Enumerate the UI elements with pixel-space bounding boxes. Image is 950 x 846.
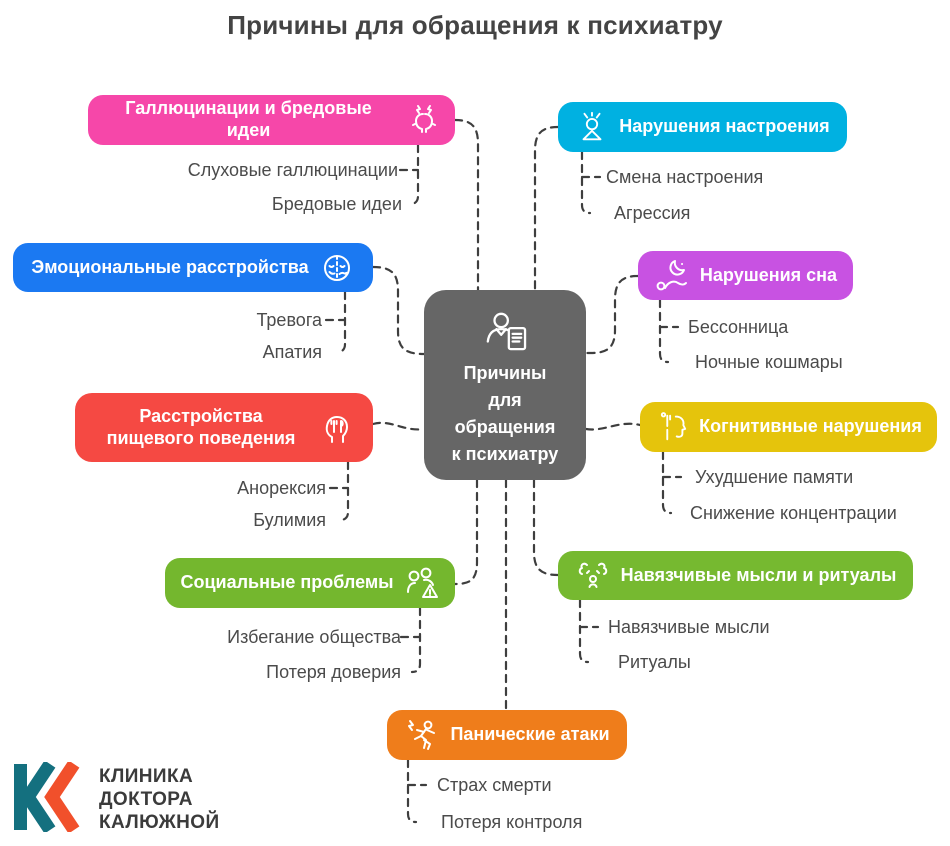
eating-head-icon	[319, 410, 355, 446]
child-connector	[410, 145, 418, 204]
center-label-line: к психиатру	[451, 444, 559, 464]
connector-social	[455, 480, 477, 584]
child-label: Ритуалы	[618, 652, 691, 672]
obsessive-thoughts-icon	[575, 558, 611, 594]
connector-mood	[535, 127, 558, 290]
connector-sleep	[586, 276, 638, 353]
connector-obsessive	[534, 480, 558, 575]
branch-label: Галлюцинации и бредовые идеи	[125, 98, 372, 140]
page-title: Причины для обращения к психиатру	[227, 10, 723, 40]
branch-label: Нарушения настроения	[619, 116, 830, 137]
branch-cognitive	[640, 402, 937, 452]
child-label: Тревога	[256, 310, 322, 330]
branch-eating	[75, 393, 373, 462]
child-connector	[580, 600, 588, 662]
child-label: Бессонница	[688, 317, 789, 337]
child-label: Апатия	[262, 342, 322, 362]
child-label: Агрессия	[614, 203, 691, 223]
child-label: Смена настроения	[606, 167, 764, 187]
cognitive-head-icon	[655, 410, 689, 444]
branch-mood	[558, 102, 847, 152]
child-connector	[340, 462, 348, 520]
logo-text-line: ДОКТОРА	[99, 789, 193, 810]
center-node	[424, 290, 586, 480]
split-face-icon	[319, 250, 355, 286]
branch-label: Расстройства пищевого поведения	[106, 405, 296, 448]
branch-social	[165, 558, 455, 608]
connector-cognitive	[586, 424, 640, 430]
branch-panic	[387, 710, 627, 760]
child-connector	[412, 608, 420, 672]
logo-text-line: КАЛЮЖНОЙ	[99, 812, 220, 833]
child-label: Анорексия	[237, 478, 326, 498]
center-label-line: для	[488, 390, 522, 410]
child-connector	[582, 152, 590, 213]
child-connector	[337, 292, 345, 352]
child-label: Булимия	[253, 510, 326, 530]
hallucination-icon	[406, 102, 442, 138]
branch-obsessive	[558, 551, 913, 600]
child-connector	[660, 300, 668, 362]
child-label: Навязчивые мысли	[608, 617, 770, 637]
logo-k2-chevron	[52, 764, 74, 830]
clinic-logo	[14, 762, 220, 837]
clinic-logo-text	[99, 765, 220, 834]
branch-label: Навязчивые мысли и ритуалы	[620, 564, 897, 585]
panic-run-icon	[404, 717, 440, 753]
people-warning-icon	[404, 565, 440, 601]
child-label: Слуховые галлюцинации	[187, 160, 398, 180]
center-label-line: обращения	[454, 417, 556, 437]
psychiatrist-document-icon	[478, 310, 532, 360]
moon-sleep-icon	[654, 258, 690, 294]
branch-label: Социальные проблемы	[180, 572, 394, 593]
child-label: Потеря доверия	[266, 662, 401, 682]
child-label: Снижение концентрации	[690, 503, 897, 523]
clinic-logo-mark-icon	[14, 762, 86, 837]
center-label-line: Причины	[463, 363, 547, 383]
child-label: Потеря контроля	[441, 812, 583, 832]
child-connector	[408, 760, 416, 822]
logo-text-line: КЛИНИКА	[99, 766, 194, 787]
branch-hallucinations	[88, 95, 455, 145]
branch-label: Нарушения сна	[699, 264, 838, 285]
mood-person-icon	[575, 110, 609, 144]
child-label: Ночные кошмары	[695, 352, 843, 372]
child-label: Ухудшение памяти	[695, 467, 854, 487]
child-label: Страх смерти	[437, 775, 552, 795]
branch-sleep	[638, 251, 853, 300]
child-label: Бредовые идеи	[271, 194, 402, 214]
connector-eating	[373, 423, 424, 430]
connector-emotional	[373, 267, 424, 354]
branch-label: Эмоциональные расстройства	[31, 256, 309, 277]
child-connector	[663, 452, 671, 513]
branch-label: Когнитивные нарушения	[699, 416, 922, 437]
branch-label: Панические атаки	[450, 724, 610, 745]
branch-emotional	[13, 243, 373, 292]
connector-hallucinations	[455, 120, 478, 290]
child-label: Избегание общества	[227, 627, 401, 647]
